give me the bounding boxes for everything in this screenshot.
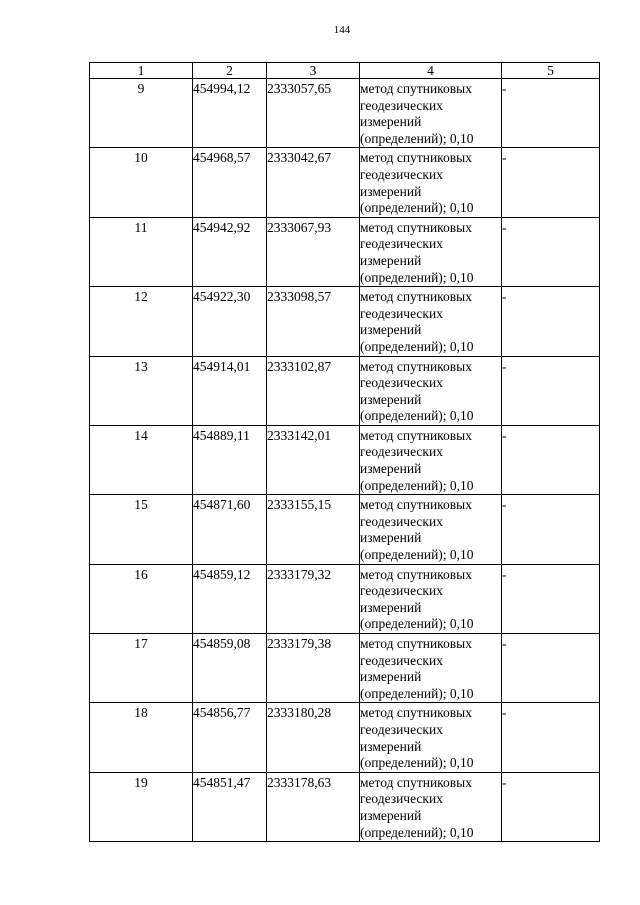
method-line: измерений [360, 807, 422, 823]
method-line: (определений); 0,10 [360, 755, 474, 771]
point-number-cell: 13 [90, 356, 193, 425]
method-cell [360, 425, 502, 494]
method-cell [360, 495, 502, 564]
point-number-cell: 19 [90, 772, 193, 841]
method-line: измерений [360, 669, 422, 685]
method-cell [360, 564, 502, 633]
method-line: измерений [360, 322, 422, 338]
method-line: геодезических [360, 305, 443, 321]
y-coordinate-cell: 2333102,87 [267, 356, 360, 425]
method-line: (определений); 0,10 [360, 200, 474, 216]
y-coordinate-cell: 2333155,15 [267, 495, 360, 564]
method-cell [360, 356, 502, 425]
table-row [90, 425, 600, 494]
point-number-cell: 17 [90, 634, 193, 703]
note-cell: - [502, 356, 600, 425]
header-cell-2: 2 [193, 63, 267, 79]
method-line: геодезических [360, 721, 443, 737]
coordinates-table [89, 62, 600, 842]
method-line: метод спутниковых [360, 705, 472, 721]
point-number-cell: 12 [90, 287, 193, 356]
note-cell: - [502, 634, 600, 703]
table-row [90, 495, 600, 564]
table-row [90, 287, 600, 356]
x-coordinate-cell: 454889,11 [193, 425, 267, 494]
y-coordinate-cell: 2333098,57 [267, 287, 360, 356]
note-cell: - [502, 287, 600, 356]
method-line: метод спутниковых [360, 81, 472, 96]
x-coordinate-cell: 454968,57 [193, 148, 267, 217]
table-row [90, 634, 600, 703]
method-line: измерений [360, 530, 422, 546]
method-line: (определений); 0,10 [360, 685, 474, 701]
method-line: измерений [360, 252, 422, 268]
method-line: геодезических [360, 513, 443, 529]
method-line: геодезических [360, 652, 443, 668]
method-line: геодезических [360, 236, 443, 252]
y-coordinate-cell: 2333042,67 [267, 148, 360, 217]
y-coordinate-cell: 2333179,38 [267, 634, 360, 703]
x-coordinate-cell: 454994,12 [193, 79, 267, 148]
method-line: метод спутниковых [360, 150, 472, 166]
method-line: метод спутниковых [360, 636, 472, 651]
method-line: (определений); 0,10 [360, 477, 474, 493]
method-line: геодезических [360, 97, 443, 113]
method-line: измерений [360, 599, 422, 615]
note-cell: - [502, 703, 600, 772]
point-number-cell: 15 [90, 495, 193, 564]
point-number-cell: 16 [90, 564, 193, 633]
x-coordinate-cell: 454914,01 [193, 356, 267, 425]
method-line: измерений [360, 461, 422, 477]
x-coordinate-cell: 454942,92 [193, 217, 267, 286]
method-line: (определений); 0,10 [360, 547, 474, 563]
table-row [90, 148, 600, 217]
point-number-cell: 10 [90, 148, 193, 217]
method-cell [360, 703, 502, 772]
point-number-cell: 11 [90, 217, 193, 286]
y-coordinate-cell: 2333179,32 [267, 564, 360, 633]
method-cell [360, 772, 502, 841]
method-line: метод спутниковых [360, 358, 472, 374]
method-line: геодезических [360, 791, 443, 807]
method-line: (определений); 0,10 [360, 824, 474, 840]
method-cell [360, 79, 502, 148]
note-cell: - [502, 772, 600, 841]
method-line: метод спутниковых [360, 497, 472, 513]
method-line: метод спутниковых [360, 289, 472, 305]
note-cell: - [502, 217, 600, 286]
table-row [90, 79, 600, 148]
table-row [90, 564, 600, 633]
method-line: измерений [360, 391, 422, 407]
header-cell-3: 3 [267, 63, 360, 79]
note-cell: - [502, 425, 600, 494]
method-line: метод спутниковых [360, 774, 472, 790]
y-coordinate-cell: 2333178,63 [267, 772, 360, 841]
table-body [90, 63, 600, 842]
point-number-cell: 9 [90, 79, 193, 148]
method-cell [360, 287, 502, 356]
note-cell: - [502, 148, 600, 217]
method-line: метод спутниковых [360, 427, 472, 443]
point-number-cell: 14 [90, 425, 193, 494]
method-line: (определений); 0,10 [360, 408, 474, 424]
method-line: (определений); 0,10 [360, 130, 474, 146]
method-cell [360, 148, 502, 217]
method-line: измерений [360, 738, 422, 754]
header-cell-1: 1 [90, 63, 193, 79]
x-coordinate-cell: 454859,12 [193, 564, 267, 633]
y-coordinate-cell: 2333057,65 [267, 79, 360, 148]
x-coordinate-cell: 454859,08 [193, 634, 267, 703]
method-line: (определений); 0,10 [360, 616, 474, 632]
method-line: метод спутниковых [360, 566, 472, 582]
page-number: 144 [333, 24, 351, 36]
point-number-cell: 18 [90, 703, 193, 772]
note-cell: - [502, 564, 600, 633]
method-cell [360, 634, 502, 703]
header-cell-4: 4 [360, 63, 502, 79]
table-row [90, 356, 600, 425]
x-coordinate-cell: 454851,47 [193, 772, 267, 841]
note-cell: - [502, 79, 600, 148]
header-cell-5: 5 [502, 63, 600, 79]
note-cell: - [502, 495, 600, 564]
table-row [90, 217, 600, 286]
x-coordinate-cell: 454922,30 [193, 287, 267, 356]
y-coordinate-cell: 2333067,93 [267, 217, 360, 286]
x-coordinate-cell: 454871,60 [193, 495, 267, 564]
y-coordinate-cell: 2333142,01 [267, 425, 360, 494]
table-header-row [90, 63, 600, 79]
method-line: геодезических [360, 444, 443, 460]
method-line: измерений [360, 114, 422, 130]
table-row [90, 772, 600, 841]
table-row [90, 703, 600, 772]
method-line: геодезических [360, 583, 443, 599]
x-coordinate-cell: 454856,77 [193, 703, 267, 772]
method-line: измерений [360, 183, 422, 199]
method-cell [360, 217, 502, 286]
y-coordinate-cell: 2333180,28 [267, 703, 360, 772]
method-line: геодезических [360, 375, 443, 391]
method-line: метод спутниковых [360, 219, 472, 235]
method-line: (определений); 0,10 [360, 338, 474, 354]
method-line: (определений); 0,10 [360, 269, 474, 285]
method-line: геодезических [360, 166, 443, 182]
